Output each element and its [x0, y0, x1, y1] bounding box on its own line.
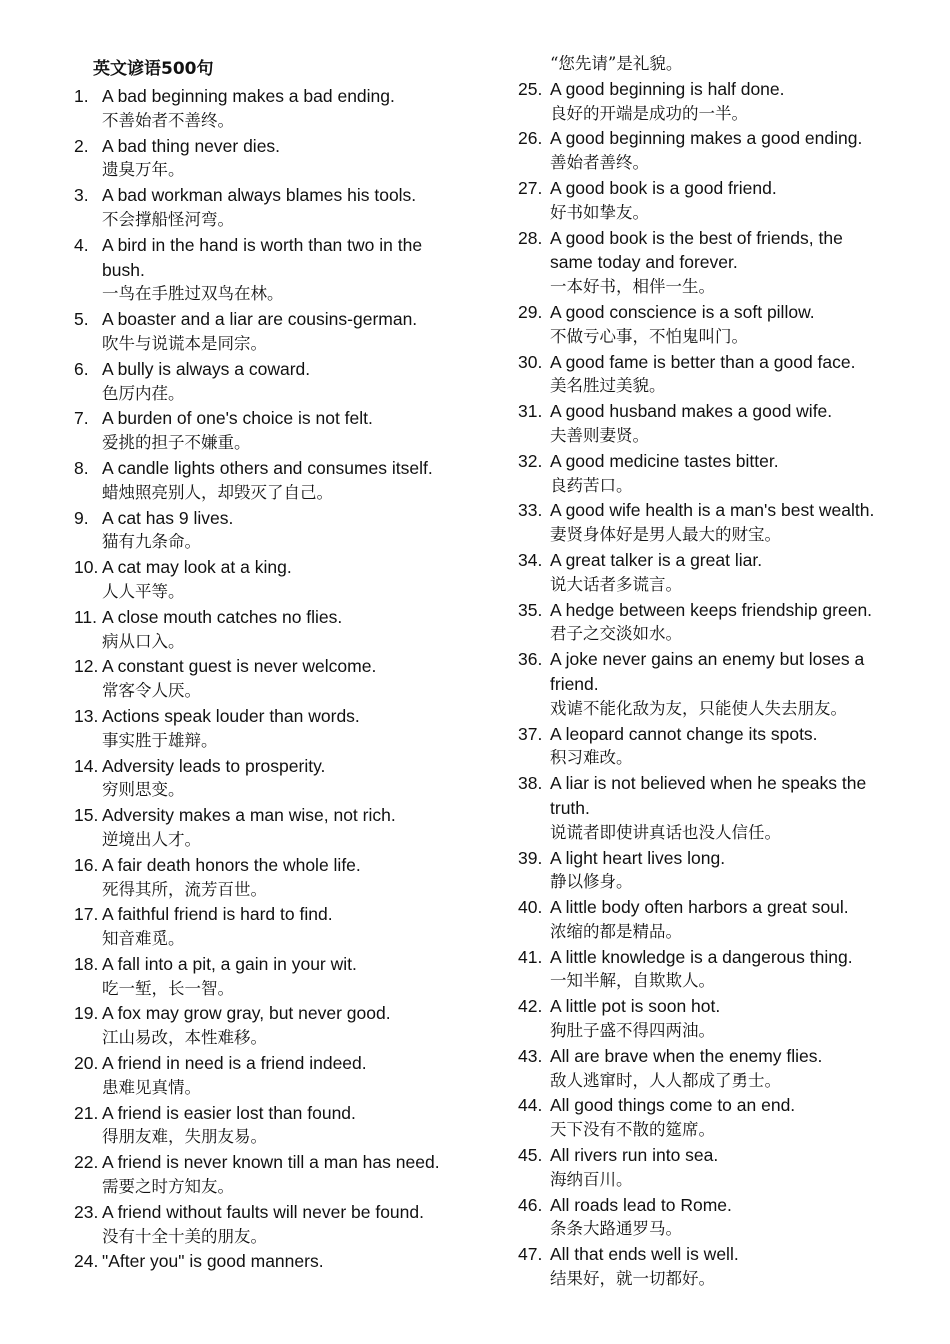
- proverb-chinese-translation: 病从口入。: [102, 631, 185, 651]
- proverb-english-line: [518, 399, 938, 424]
- proverb-chinese-translation: 猫有九条命。: [102, 532, 201, 552]
- proverb-english-line: [70, 605, 490, 630]
- proverb-item: [70, 357, 490, 407]
- proverb-chinese-translation: 逆境出人才。: [102, 829, 201, 849]
- proverb-english-line: [518, 672, 938, 697]
- proverb-english-text: A bad workman always blames his tools.: [102, 185, 417, 206]
- proverb-english-line: [70, 1200, 490, 1225]
- proverb-chinese-translation: 吹牛与说谎本是同宗。: [102, 333, 267, 353]
- proverb-number: 27.: [518, 177, 543, 198]
- proverb-item: [518, 77, 938, 127]
- proverb-english-line: [518, 176, 938, 201]
- proverb-number: 43.: [518, 1045, 543, 1066]
- proverb-chinese-translation: 积习难改。: [550, 748, 633, 768]
- proverb-item: [518, 548, 938, 598]
- proverb-item: [518, 647, 938, 721]
- proverb-english-text: All rivers run into sea.: [550, 1145, 719, 1166]
- proverb-english-text: A faithful friend is hard to find.: [102, 904, 333, 925]
- proverb-english-text: A candle lights others and consumes itself.: [102, 457, 433, 478]
- proverb-english-line: [70, 555, 490, 580]
- proverb-number: 42.: [518, 996, 543, 1017]
- proverb-number: 12.: [74, 656, 99, 677]
- proverb-number: 46.: [518, 1194, 543, 1215]
- proverb-chinese-translation: 蜡烛照亮别人，却毁灭了自己。: [102, 482, 333, 502]
- proverb-english-line: [518, 1193, 938, 1218]
- proverb-chinese-translation: 知音难觅。: [102, 929, 185, 949]
- proverb-item: [518, 722, 938, 772]
- proverb-english-text: A bully is always a coward.: [102, 358, 311, 379]
- proverb-english-text: A leopard cannot change its spots.: [550, 723, 818, 744]
- proverb-chinese-translation: 静以修身。: [550, 872, 633, 892]
- proverb-english-line: [518, 449, 938, 474]
- proverb-number: 32.: [518, 450, 543, 471]
- proverb-chinese-translation: 色厉内荏。: [102, 383, 185, 403]
- proverb-english-line: [518, 598, 938, 623]
- proverb-chinese-translation: 常客令人厌。: [102, 681, 201, 701]
- proverb-english-text: A good wife health is a man's best wealth.: [550, 500, 875, 521]
- proverb-item: [518, 1143, 938, 1193]
- proverb-chinese-translation: 患难见真情。: [102, 1077, 201, 1097]
- proverb-item: [70, 1200, 490, 1250]
- proverb-english-line: [518, 548, 938, 573]
- proverb-english-line: [70, 233, 490, 258]
- proverb-chinese-translation: 浓缩的都是精品。: [550, 921, 682, 941]
- proverb-item: [70, 456, 490, 506]
- proverb-english-text: A bad thing never dies.: [102, 135, 281, 156]
- proverb-number: 34.: [518, 549, 543, 570]
- proverb-number: 7.: [74, 408, 89, 429]
- proverb-chinese-translation: 夫善则妻贤。: [550, 425, 649, 445]
- proverb-english-text: bush.: [102, 259, 145, 280]
- proverb-english-text: A joke never gains an enemy but loses a: [550, 649, 865, 670]
- proverb-english-line: [70, 134, 490, 159]
- proverb-english-line: [70, 1150, 490, 1175]
- proverb-english-text: All good things come to an end.: [550, 1095, 796, 1116]
- proverb-chinese-translation: 良好的开端是成功的一半。: [550, 103, 748, 123]
- proverb-chinese-translation: 戏谑不能化敌为友，只能使人失去朋友。: [550, 698, 847, 718]
- proverb-english-line: [518, 994, 938, 1019]
- proverb-number: 8.: [74, 457, 89, 478]
- proverb-chinese-translation: 江山易改，本性难移。: [102, 1028, 267, 1048]
- proverb-number: 21.: [74, 1102, 99, 1123]
- proverb-item: [70, 1101, 490, 1151]
- proverb-item: [518, 1193, 938, 1243]
- proverb-chinese-translation: 爱挑的担子不嫌重。: [102, 433, 251, 453]
- proverb-english-line: [70, 307, 490, 332]
- proverb-english-text: A cat has 9 lives.: [102, 507, 234, 528]
- proverb-english-text: All that ends well is well.: [550, 1244, 739, 1265]
- proverb-item: [70, 233, 490, 307]
- proverb-chinese-translation: 一本好书，相伴一生。: [550, 277, 715, 297]
- proverb-english-line: [70, 853, 490, 878]
- proverb-english-text: Adversity makes a man wise, not rich.: [102, 805, 396, 826]
- proverb-number: 11.: [74, 606, 98, 627]
- proverb-number: 14.: [74, 755, 99, 776]
- proverb-chinese-translation: 良药苦口。: [550, 475, 633, 495]
- proverb-english-text: "After you" is good manners.: [102, 1251, 324, 1272]
- proverb-item: [518, 1242, 938, 1292]
- proverb-number: 5.: [74, 309, 89, 330]
- proverb-chinese-translation: 需要之时方知友。: [102, 1177, 234, 1197]
- proverb-chinese-translation: 不善始者不善终。: [102, 110, 234, 130]
- proverb-english-line: [518, 226, 938, 251]
- proverb-english-line: [518, 300, 938, 325]
- proverb-number: 20.: [74, 1053, 99, 1074]
- proverb-number: 47.: [518, 1244, 543, 1265]
- proverb-chinese-translation: 海纳百川。: [550, 1169, 633, 1189]
- proverb-english-text: A good beginning is half done.: [550, 78, 785, 99]
- proverb-chinese-translation: 没有十全十美的朋友。: [102, 1226, 267, 1246]
- proverb-chinese-translation: 不会撑船怪河弯。: [102, 209, 234, 229]
- proverb-english-line: [70, 506, 490, 531]
- proverb-english-text: A burden of one's choice is not felt.: [102, 408, 373, 429]
- proverb-number: 38.: [518, 773, 543, 794]
- proverb-chinese-translation: 君子之交淡如水。: [550, 624, 682, 644]
- proverb-number: 40.: [518, 897, 543, 918]
- proverb-number: 15.: [74, 805, 99, 826]
- proverb-english-line: [518, 498, 938, 523]
- proverb-number: 26.: [518, 128, 543, 149]
- proverb-item: [70, 506, 490, 556]
- proverb-number: 3.: [74, 185, 89, 206]
- proverb-item: [70, 307, 490, 357]
- proverb-chinese-translation: 人人平等。: [102, 581, 185, 601]
- proverb-english-text: A good book is the best of friends, the: [550, 227, 843, 248]
- proverb-english-text: A fair death honors the whole life.: [102, 854, 361, 875]
- proverb-item: [70, 1001, 490, 1051]
- proverb-chinese-translation: 善始者善终。: [550, 153, 649, 173]
- proverb-english-text: A cat may look at a king.: [102, 557, 292, 578]
- proverb-english-text: friend.: [550, 673, 599, 694]
- proverb-chinese-translation: 狗肚子盛不得四两油。: [550, 1021, 715, 1041]
- proverb-english-text: Adversity leads to prosperity.: [102, 755, 326, 776]
- proverb-number: 33.: [518, 500, 543, 521]
- proverb-english-text: same today and forever.: [550, 252, 738, 273]
- proverb-chinese-translation: 好书如挚友。: [550, 202, 649, 222]
- proverb-number: 45.: [518, 1145, 543, 1166]
- proverb-item: [518, 598, 938, 648]
- proverb-item: [70, 654, 490, 704]
- proverb-chinese-translation: 死得其所，流芳百世。: [102, 879, 267, 899]
- right-column: [518, 52, 938, 1292]
- proverb-number: 23.: [74, 1201, 99, 1222]
- proverb-english-text: A friend is easier lost than found.: [102, 1102, 356, 1123]
- proverb-english-text: A boaster and a liar are cousins-german.: [102, 309, 418, 330]
- proverb-english-text: A liar is not believed when he speaks the: [550, 773, 867, 794]
- proverb-english-line: [70, 183, 490, 208]
- proverb-english-text: A light heart lives long.: [550, 847, 726, 868]
- proverb-item: [518, 895, 938, 945]
- proverb-english-line: [518, 350, 938, 375]
- proverb-english-line: [70, 1001, 490, 1026]
- proverb-english-line: [518, 1044, 938, 1069]
- proverb-item: [518, 771, 938, 845]
- proverb-english-text: A hedge between keeps friendship green.: [550, 599, 873, 620]
- proverb-english-text: A good conscience is a soft pillow.: [550, 301, 815, 322]
- proverb-chinese-translation: 得朋友难，失朋友易。: [102, 1127, 267, 1147]
- proverb-english-line: [70, 902, 490, 927]
- proverb-item: [70, 704, 490, 754]
- proverb-english-line: [70, 654, 490, 679]
- proverb-item: [518, 846, 938, 896]
- proverb-number: 18.: [74, 953, 99, 974]
- proverb-english-line: [70, 803, 490, 828]
- proverb-number: 29.: [518, 301, 543, 322]
- proverb-english-line: [70, 1249, 490, 1274]
- proverb-english-text: A good book is a good friend.: [550, 177, 777, 198]
- proverb-english-text: All are brave when the enemy flies.: [550, 1045, 823, 1066]
- proverb-english-text: A close mouth catches no flies.: [102, 606, 343, 627]
- proverb-number: 6.: [74, 358, 89, 379]
- proverb-item: [70, 84, 490, 134]
- proverb-chinese-translation: 吃一堑，长一智。: [102, 978, 234, 998]
- proverb-number: 30.: [518, 351, 543, 372]
- proverb-english-line: [70, 754, 490, 779]
- proverb-english-text: A little knowledge is a dangerous thing.: [550, 946, 853, 967]
- proverb-number: 4.: [74, 234, 89, 255]
- proverb-english-text: A little pot is soon hot.: [550, 996, 721, 1017]
- proverb-english-line: [518, 895, 938, 920]
- proverb-english-text: A bird in the hand is worth than two in the: [102, 234, 423, 255]
- proverb-item: [70, 183, 490, 233]
- proverb-item: [70, 134, 490, 184]
- proverb-english-line: [70, 704, 490, 729]
- proverb-item: [70, 803, 490, 853]
- proverb-item: [518, 350, 938, 400]
- proverb-chinese-translation: 条条大路通罗马。: [550, 1219, 682, 1239]
- proverb-english-line: [518, 126, 938, 151]
- proverb-english-line: [70, 456, 490, 481]
- proverb-english-line: [518, 1143, 938, 1168]
- proverb-item: [518, 994, 938, 1044]
- proverb-english-text: All roads lead to Rome.: [550, 1194, 732, 1215]
- proverb-english-text: A friend without faults will never be found.: [102, 1201, 424, 1222]
- proverb-chinese-translation: 敌人逃窜时，人人都成了勇士。: [550, 1070, 781, 1090]
- proverb-english-line: [70, 406, 490, 431]
- proverb-number: 17.: [74, 904, 99, 925]
- proverb-item: [70, 1051, 490, 1101]
- proverb-english-line: [518, 796, 938, 821]
- proverb-english-text: A good husband makes a good wife.: [550, 401, 833, 422]
- proverb-number: 2.: [74, 135, 89, 156]
- proverb-english-line: [70, 357, 490, 382]
- proverb-english-line: [70, 952, 490, 977]
- proverb-chinese-translation: 结果好，就一切都好。: [550, 1269, 715, 1289]
- proverb-number: 24.: [74, 1251, 99, 1272]
- proverb-number: 1.: [74, 86, 89, 106]
- proverb-item: [518, 449, 938, 499]
- proverb-number: 41.: [518, 946, 543, 967]
- proverb-number: 13.: [74, 705, 99, 726]
- proverb-item: [70, 605, 490, 655]
- proverb-number: 36.: [518, 649, 543, 670]
- proverb-number: 37.: [518, 723, 543, 744]
- proverb-english-line: [70, 258, 490, 283]
- proverb-english-text: A fall into a pit, a gain in your wit.: [102, 953, 357, 974]
- proverb-chinese-translation: 事实胜于雄辩。: [102, 730, 218, 750]
- proverb-number: 39.: [518, 847, 543, 868]
- proverb-item: [518, 1044, 938, 1094]
- page-title: 英文谚语500句: [93, 59, 214, 79]
- proverb-item: [518, 498, 938, 548]
- proverb-english-line: [518, 1093, 938, 1118]
- proverb-item: [70, 1150, 490, 1200]
- proverb-english-line: [518, 647, 938, 672]
- proverb-english-text: A little body often harbors a great soul.: [550, 897, 849, 918]
- proverb-number: 22.: [74, 1152, 99, 1173]
- proverb-item: [518, 945, 938, 995]
- proverb-chinese-translation: 穷则思变。: [102, 780, 185, 800]
- proverb-chinese-translation: 不做亏心事，不怕鬼叫门。: [550, 326, 748, 346]
- proverb-english-text: A bad beginning makes a bad ending.: [102, 86, 395, 106]
- proverb-english-line: [518, 945, 938, 970]
- proverb-english-line: [70, 1101, 490, 1126]
- proverb-item: [70, 952, 490, 1002]
- proverb-english-text: truth.: [550, 797, 590, 818]
- proverb-english-line: [518, 250, 938, 275]
- proverb-item: [518, 399, 938, 449]
- proverb-item: [518, 226, 938, 300]
- proverb-number: 44.: [518, 1095, 543, 1116]
- proverb-english-text: A good fame is better than a good face.: [550, 351, 856, 372]
- proverb-chinese-translation: 美名胜过美貌。: [550, 376, 666, 396]
- proverb-item: [518, 1093, 938, 1143]
- proverb-number: 10.: [74, 557, 99, 578]
- proverb-item: [70, 853, 490, 903]
- proverb-chinese-translation: 妻贤身体好是男人最大的财宝。: [550, 525, 781, 545]
- proverb-number: 16.: [74, 854, 99, 875]
- proverb-item: [518, 176, 938, 226]
- proverb-english-line: [518, 77, 938, 102]
- proverb-item: [70, 406, 490, 456]
- proverb-chinese-translation: 遗臭万年。: [102, 160, 185, 180]
- proverb-item: [518, 126, 938, 176]
- left-column: [70, 84, 490, 1274]
- proverb-english-line: [70, 84, 490, 109]
- proverb-english-text: A fox may grow gray, but never good.: [102, 1003, 391, 1024]
- proverb-english-line: [70, 1051, 490, 1076]
- proverb-english-line: [518, 771, 938, 796]
- proverb-number: 28.: [518, 227, 543, 248]
- continuation-translation: “您先请”是礼貌。: [550, 54, 683, 73]
- proverb-chinese-translation: 天下没有不散的筵席。: [550, 1120, 715, 1140]
- proverb-english-text: A constant guest is never welcome.: [102, 656, 377, 677]
- proverb-number: 19.: [74, 1003, 99, 1024]
- proverb-english-text: A good beginning makes a good ending.: [550, 128, 863, 149]
- proverb-number: 35.: [518, 599, 543, 620]
- proverb-item: [70, 555, 490, 605]
- proverb-english-text: A friend is never known till a man has need.: [102, 1152, 440, 1173]
- proverb-english-text: Actions speak louder than words.: [102, 705, 360, 726]
- proverb-item: [70, 902, 490, 952]
- proverb-chinese-translation: 一鸟在手胜过双鸟在林。: [102, 284, 284, 304]
- proverb-item: [70, 1249, 490, 1274]
- proverb-number: 31.: [518, 401, 543, 422]
- proverb-english-line: [518, 846, 938, 871]
- proverb-english-text: A great talker is a great liar.: [550, 549, 763, 570]
- proverb-english-text: A friend in need is a friend indeed.: [102, 1053, 367, 1074]
- proverb-english-line: [518, 1242, 938, 1267]
- proverb-chinese-translation: 一知半解，自欺欺人。: [550, 971, 715, 991]
- proverb-number: 9.: [74, 507, 89, 528]
- proverb-chinese-translation: 说大话者多谎言。: [550, 574, 682, 594]
- proverb-item: [70, 754, 490, 804]
- proverb-english-text: A good medicine tastes bitter.: [550, 450, 779, 471]
- proverb-item: [518, 300, 938, 350]
- proverb-english-line: [518, 722, 938, 747]
- proverb-chinese-translation: 说谎者即使讲真话也没人信任。: [550, 822, 781, 842]
- proverb-number: 25.: [518, 78, 543, 99]
